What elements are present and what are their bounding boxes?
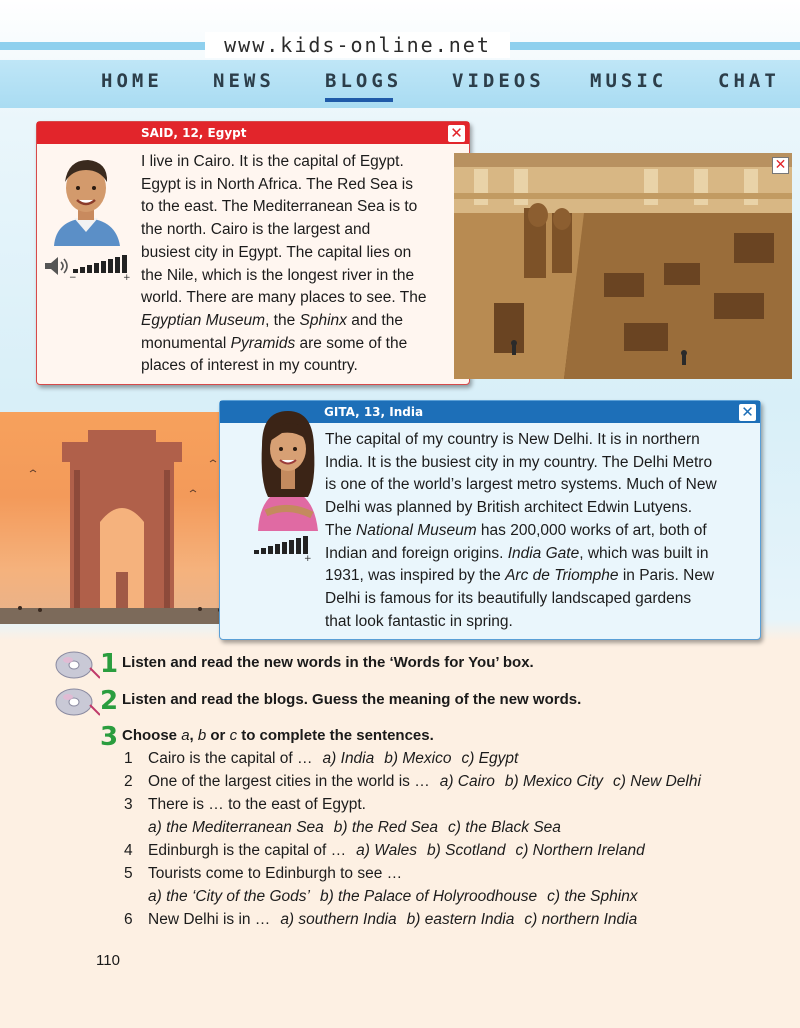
- blog-gita-text: The capital of my country is New Delhi. It is in northern India. It is the busiest city in my country. The Delhi Metro is one of the world’s largest metro systems. Much of New Delhi was planned by British architect Edwin Lutyens. The National Museum has 200,000 works of art, both of Indian and foreign origins. India Gate, which was built in 1931, was inspired by the Arc de Triomphe in Paris. New Delhi is famous for its beautifully landscaped gardens that look fantastic in spring.: [325, 431, 717, 630]
- sentence-5: 5 Tourists come to Edinburgh to see …: [124, 865, 403, 882]
- sentence-3: 3 There is … to the east of Egypt.: [124, 796, 366, 813]
- close-icon[interactable]: ✕: [448, 125, 465, 142]
- sentence-5-options: a) the ‘City of the Gods’ b) the Palace of Holyroodhouse c) the Sphinx: [148, 888, 638, 905]
- task-instruction: Listen and read the new words in the ‘Words for You’ box.: [122, 654, 534, 671]
- blog-said-author: SAID, 12, Egypt: [141, 126, 247, 140]
- said-avatar: [40, 148, 132, 246]
- nav-blogs[interactable]: BLOGS: [325, 70, 403, 92]
- close-icon[interactable]: ✕: [772, 157, 789, 174]
- task-instruction: Choose a, b or c to complete the sentences.: [122, 727, 434, 744]
- blog-said: [36, 121, 470, 385]
- nav-news[interactable]: NEWS: [213, 70, 275, 92]
- audio-cd-icon[interactable]: [52, 685, 100, 719]
- svg-text:+: +: [123, 273, 131, 280]
- nav-videos[interactable]: VIDEOS: [452, 70, 545, 92]
- nav-bar: [0, 60, 800, 108]
- nav-active-indicator: [325, 98, 393, 102]
- close-icon[interactable]: ✕: [739, 404, 756, 421]
- volume-level-icon[interactable]: [252, 535, 314, 561]
- site-url[interactable]: www.kids-online.net: [205, 32, 510, 58]
- svg-text:+: +: [304, 554, 312, 561]
- blog-said-header: [37, 122, 469, 144]
- sentence-6: 6 New Delhi is in … a) southern India b) eastern India c) northern India: [124, 911, 638, 928]
- sentence-3-options: a) the Mediterranean Sea b) the Red Sea c) the Black Sea: [148, 819, 561, 836]
- task-instruction: Listen and read the blogs. Guess the meaning of the new words.: [122, 691, 582, 708]
- task-number: 1: [100, 649, 119, 679]
- svg-text:−: −: [69, 273, 77, 280]
- sentence-1: 1 Cairo is the capital of … a) India b) Mexico c) Egypt: [124, 750, 519, 767]
- volume-icon[interactable]: [43, 254, 133, 280]
- audio-cd-icon[interactable]: [52, 648, 100, 682]
- blog-gita-author: GITA, 13, India: [324, 405, 424, 419]
- task-number: 2: [100, 686, 119, 716]
- page-number: 110: [96, 952, 120, 969]
- nav-music[interactable]: MUSIC: [590, 70, 668, 92]
- blog-gita: [219, 400, 761, 640]
- blog-said-text: I live in Cairo. It is the capital of Egypt. Egypt is in North Africa. The Red Sea is to the east. The Mediterranean Sea is to the north. Cairo is the largest and busiest city in Egypt. The capital lies on the Nile, which is the longest river in the world. There are many places to see. The Egyptian Museum, the Sphinx and the monumental Pyramids are some of the places of interest in my country.: [141, 153, 427, 375]
- india-gate-photo: [0, 412, 250, 624]
- sentence-4: 4 Edinburgh is the capital of … a) Wales b) Scotland c) Northern Ireland: [124, 842, 645, 859]
- sentence-2: 2 One of the largest cities in the world is … a) Cairo b) Mexico City c) New Delhi: [124, 773, 701, 790]
- nav-chat[interactable]: CHAT: [718, 70, 780, 92]
- task-number: 3: [100, 722, 119, 752]
- gita-avatar: [252, 405, 322, 531]
- nav-home[interactable]: HOME: [101, 70, 163, 92]
- egyptian-museum-photo: [454, 153, 792, 379]
